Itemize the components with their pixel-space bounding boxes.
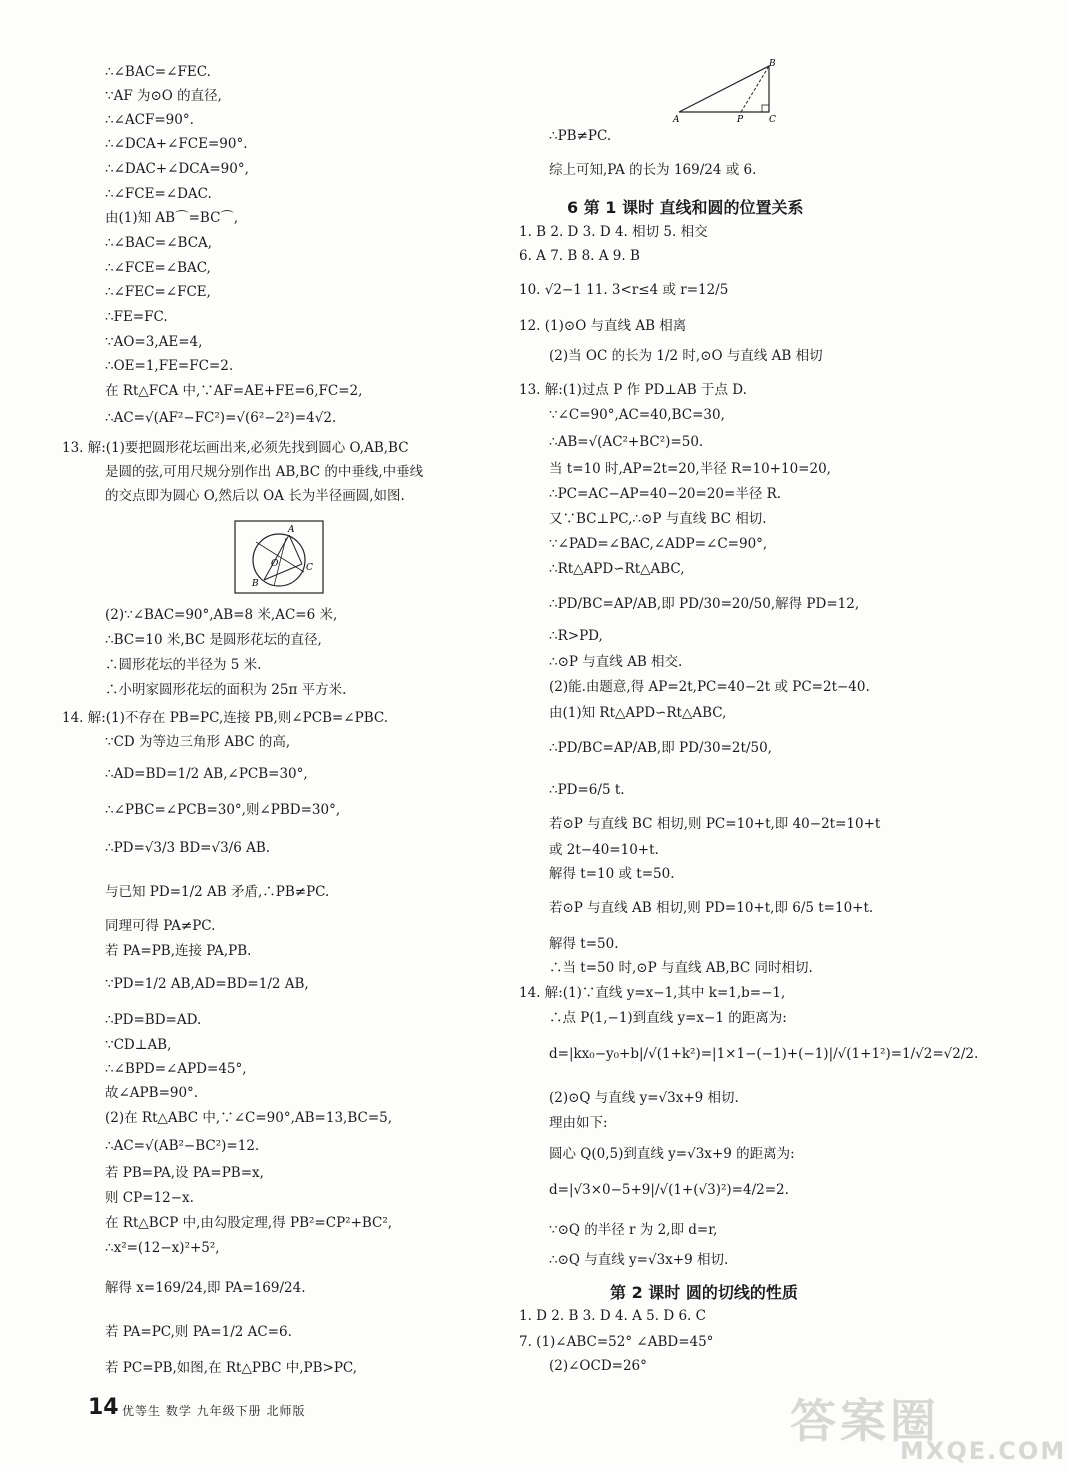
text-line: ∴当 t=50 时,⊙P 与直线 AB,BC 同时相切. — [549, 960, 813, 976]
text-line: 又∵BC⊥PC,∴⊙P 与直线 BC 相切. — [549, 511, 767, 527]
text-line: ∵AF 为⊙O 的直径, — [105, 88, 222, 104]
text-line: 若 PA=PC,则 PA=1/2 AC=6. — [105, 1324, 292, 1340]
point-label-b: B — [252, 579, 259, 589]
text-line: ∵AO=3,AE=4, — [105, 334, 203, 350]
text-line: ∴PD/BC=AP/AB,即 PD/30=2t/50, — [549, 740, 772, 756]
text-line: 在 Rt△BCP 中,由勾股定理,得 PB²=CP²+BC², — [105, 1215, 393, 1231]
text-line: ∴⊙Q 与直线 y=√3x+9 相切. — [549, 1252, 729, 1268]
text-line: ∴∠BAC=∠FEC. — [105, 64, 211, 80]
text-line: ∴⊙P 与直线 AB 相交. — [549, 654, 683, 670]
text-line: ∴PD=BD=AD. — [105, 1012, 202, 1028]
text-line: ∴PD=6/5 t. — [549, 782, 625, 798]
text-line: ∴OE=1,FE=FC=2. — [105, 358, 234, 374]
text-line: (2)当 OC 的长为 1/2 时,⊙O 与直线 AB 相切 — [549, 348, 823, 364]
text-line: 理由如下: — [549, 1115, 608, 1131]
text-line: 故∠APB=90°. — [105, 1085, 199, 1101]
text-line: (2)能.由题意,得 AP=2t,PC=40−2t 或 PC=2t−40. — [549, 679, 870, 695]
point-label-a: A — [288, 525, 295, 535]
watermark-text: 答案圈 — [790, 1394, 940, 1448]
text-line: ∵∠C=90°,AC=40,BC=30, — [549, 407, 725, 423]
point-label-c: C — [769, 115, 776, 125]
text-line: ∴AC=√(AF²−FC²)=√(6²−2²)=4√2. — [105, 410, 337, 426]
text-line: ∴PD=√3/3 BD=√3/6 AB. — [105, 840, 271, 856]
triangle-figure — [673, 58, 783, 124]
text-line: 解得 t=10 或 t=50. — [549, 866, 675, 882]
text-line: ∴AB=√(AC²+BC²)=50. — [549, 434, 704, 450]
text-line: ∴∠ACF=90°. — [105, 112, 194, 128]
page-number: 14 — [88, 1395, 119, 1420]
text-line: (2)在 Rt△ABC 中,∵∠C=90°,AB=13,BC=5, — [105, 1110, 393, 1126]
text-line: 圆心 Q(0,5)到直线 y=√3x+9 的距离为: — [549, 1146, 795, 1162]
text-line: ∴圆形花坛的半径为 5 米. — [105, 657, 262, 673]
text-line: 由(1)知 Rt△APD∽Rt△ABC, — [549, 705, 727, 721]
text-line: (2)⊙Q 与直线 y=√3x+9 相切. — [549, 1090, 739, 1106]
text-line: ∴∠FCE=∠BAC, — [105, 260, 211, 276]
text-line: ∴BC=10 米,BC 是圆形花坛的直径, — [105, 632, 322, 648]
point-label-p: P — [737, 115, 744, 125]
text-line: 与已知 PD=1/2 AB 矛盾,∴PB≠PC. — [105, 884, 330, 900]
text-line: 7. (1)∠ABC=52° ∠ABD=45° — [519, 1334, 714, 1350]
text-line: ∴R>PD, — [549, 628, 603, 644]
text-line: 6. A 7. B 8. A 9. B — [519, 248, 640, 264]
text-line: ∴点 P(1,−1)到直线 y=x−1 的距离为: — [549, 1010, 787, 1026]
footer-book-title: 优等生 数学 九年级下册 北师版 — [122, 1404, 306, 1418]
text-line: 13. 解:(1)过点 P 作 PD⊥AB 于点 D. — [519, 382, 747, 398]
text-line: ∵CD⊥AB, — [105, 1037, 172, 1053]
text-line: ∴x²=(12−x)²+5², — [105, 1240, 220, 1256]
text-line: ∴∠FEC=∠FCE, — [105, 284, 211, 300]
text-line: d=|√3×0−5+9|/√(1+(√3)²)=4/2=2. — [549, 1182, 789, 1198]
text-line: ∴∠DCA+∠FCE=90°. — [105, 136, 248, 152]
text-line: ∴∠BPD=∠APD=45°, — [105, 1061, 247, 1077]
text-line: 12. (1)⊙O 与直线 AB 相离 — [519, 318, 687, 334]
point-label-o: O — [271, 559, 279, 569]
text-line: 13. 解:(1)要把圆形花坛画出来,必须先找到圆心 O,AB,BC — [62, 440, 409, 456]
text-line: ∵⊙Q 的半径 r 为 2,即 d=r, — [549, 1222, 718, 1238]
point-label-a: A — [673, 115, 680, 125]
text-line: ∵PD=1/2 AB,AD=BD=1/2 AB, — [105, 976, 309, 992]
text-line: 若⊙P 与直线 AB 相切,则 PD=10+t,即 6/5 t=10+t. — [549, 900, 874, 916]
text-line: ∴PC=AC−AP=40−20=20=半径 R. — [549, 486, 782, 502]
section-heading: 6 第 1 课时 直线和圆的位置关系 — [567, 198, 804, 217]
text-line: 当 t=10 时,AP=2t=20,半径 R=10+10=20, — [549, 461, 831, 477]
text-line: ∴∠BAC=∠BCA, — [105, 235, 213, 251]
text-line: 1. B 2. D 3. D 4. 相切 5. 相交 — [519, 224, 708, 240]
text-line: d=|kx₀−y₀+b|/√(1+k²)=|1×1−(−1)+(−1)|/√(1+1²)=1/√2=√2/2. — [549, 1046, 979, 1062]
text-line: 同理可得 PA≠PC. — [105, 918, 216, 934]
text-line: ∴AD=BD=1/2 AB,∠PCB=30°, — [105, 766, 308, 782]
text-line: (2)∵∠BAC=90°,AB=8 米,AC=6 米, — [105, 607, 338, 623]
text-line: (2)∠OCD=26° — [549, 1358, 647, 1374]
text-line: ∴PB≠PC. — [549, 128, 612, 144]
text-line: 10. √2−1 11. 3<r≤4 或 r=12/5 — [519, 282, 729, 298]
text-line: ∵CD 为等边三角形 ABC 的高, — [105, 734, 291, 750]
text-line: 综上可知,PA 的长为 169/24 或 6. — [549, 162, 757, 178]
text-line: ∴小明家圆形花坛的面积为 25π 平方米. — [105, 682, 347, 698]
section-heading: 第 2 课时 圆的切线的性质 — [610, 1283, 798, 1302]
text-line: 若 PA=PB,连接 PA,PB. — [105, 943, 252, 959]
text-line: 的交点即为圆心 O,然后以 OA 长为半径画圆,如图. — [105, 488, 405, 504]
point-label-c: C — [306, 563, 313, 573]
text-line: 则 CP=12−x. — [105, 1190, 194, 1206]
text-line: ∴PD/BC=AP/AB,即 PD/30=20/50,解得 PD=12, — [549, 596, 860, 612]
text-line: 解得 x=169/24,即 PA=169/24. — [105, 1280, 306, 1296]
text-line: 若⊙P 与直线 BC 相切,则 PC=10+t,即 40−2t=10+t — [549, 816, 881, 832]
circle-construction-figure — [234, 520, 324, 594]
text-line: ∴∠DAC+∠DCA=90°, — [105, 161, 249, 177]
watermark-url: MXQE.COM — [900, 1437, 1066, 1465]
text-line: 1. D 2. B 3. D 4. A 5. D 6. C — [519, 1308, 706, 1324]
text-line: ∵∠PAD=∠BAC,∠ADP=∠C=90°, — [549, 536, 768, 552]
text-line: ∴FE=FC. — [105, 309, 168, 325]
text-line: 由(1)知 AB⌒=BC⌒, — [105, 210, 239, 226]
text-line: 若 PC=PB,如图,在 Rt△PBC 中,PB>PC, — [105, 1360, 358, 1376]
text-line: 14. 解:(1)不存在 PB=PC,连接 PB,则∠PCB=∠PBC. — [62, 710, 389, 726]
text-line: 若 PB=PA,设 PA=PB=x, — [105, 1165, 264, 1181]
text-line: ∴Rt△APD∽Rt△ABC, — [549, 561, 685, 577]
text-line: 或 2t−40=10+t. — [549, 842, 659, 858]
text-line: ∴AC=√(AB²−BC²)=12. — [105, 1138, 260, 1154]
watermark-logo — [790, 1385, 1066, 1465]
text-line: ∴∠PBC=∠PCB=30°,则∠PBD=30°, — [105, 802, 341, 818]
text-line: 在 Rt△FCA 中,∵AF=AE+FE=6,FC=2, — [105, 383, 363, 399]
text-line: 14. 解:(1)∵直线 y=x−1,其中 k=1,b=−1, — [519, 985, 786, 1001]
text-line: 是圆的弦,可用尺规分别作出 AB,BC 的中垂线,中垂线 — [105, 464, 424, 480]
text-line: ∴∠FCE=∠DAC. — [105, 186, 212, 202]
point-label-b: B — [769, 59, 776, 69]
text-line: 解得 t=50. — [549, 936, 619, 952]
